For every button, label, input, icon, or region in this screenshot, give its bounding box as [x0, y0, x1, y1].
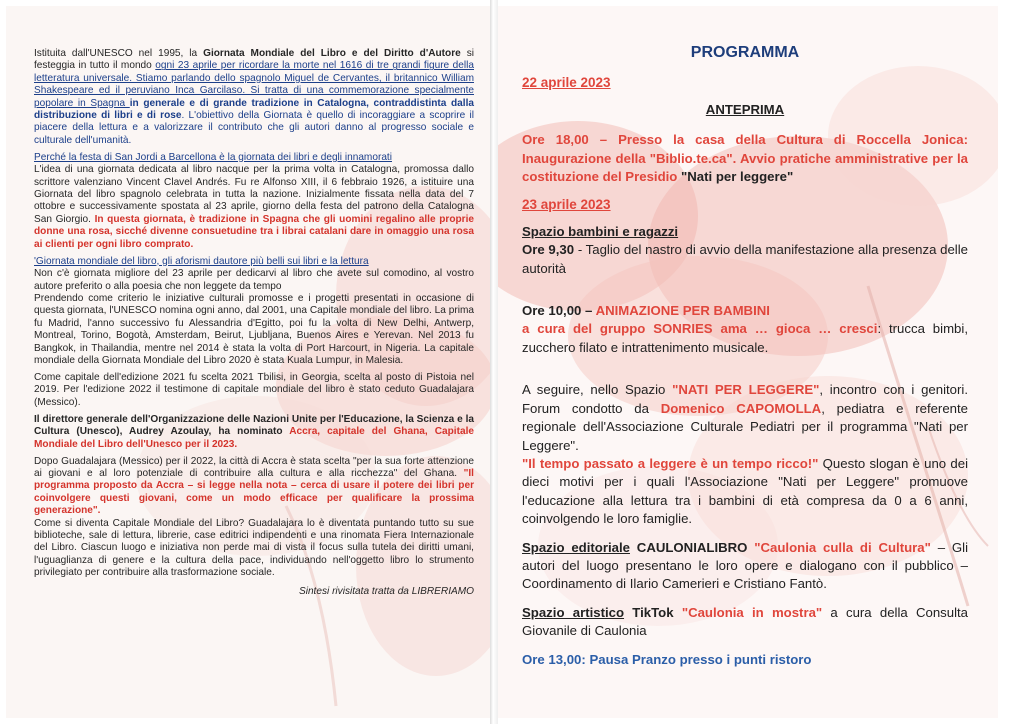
left-page	[6, 6, 490, 718]
paragraph-aforismi: 'Giornata mondiale del libro, gli aforismi dautore più belli sui libri e la lettura Non c'è giornata migliore del 23 aprile per dedicarvi al libro che avete sul comodino, al vostro autore preferito o alla poesia che non leggete da tempo Prendendo come criterio le iniziative culturali promosse e i progetti presentati in occasione di questa giornata, l'UNESCO nomina ogni anno, dal 2001, una Capitale mondiale del libro. La prima fu Madrid, l'anno successivo fu Alessandria d'Egitto, poi fu la volta di New Delhi, Antwerp, Montreal, Torino, Bogotà, Amsterdam, Beirut, Ljubljana, Buenos Aires e Yerevan. Nel 2013 fu Bangkok, in Thailandia, mentre nel 2014 è stata la volta di Port Harcourt, in Nigeria. La capitale mondiale della Giornata Mondiale del Libro 2020 è stata Kuala Lumpur, in Malesia.	[34, 255, 474, 366]
event-spazio-bambini: Spazio bambini e ragazzi Ore 9,30 - Taglio del nastro di avvio della manifestazione alla presenza delle autorità	[522, 223, 968, 276]
program	[522, 44, 968, 679]
subheading-aforismi: 'Giornata mondiale del libro, gli aforismi dautore più belli sui libri e la lettura	[34, 255, 369, 267]
date-april-22: 22 aprile 2023	[522, 75, 611, 91]
event-spazio-artistico: Spazio artistico TikTok "Caulonia in mostra" a cura della Consulta Giovanile di Caulonia	[522, 604, 969, 639]
source-credit: Sintesi rivisitata tratta da LIBRERIAMO	[298, 585, 474, 597]
event-inaugurazione: Ore 18,00 – Presso la casa della Cultura di Roccella Jonica: Inaugurazione della "Biblio.te.ca". Avvio pratiche amministrative per la costituzione del Presidio "Nati per leggere"	[522, 132, 968, 185]
subheading-san-jordi: Perché la festa di San Jordi a Barcellona è la giornata dei libri e degli innamorati	[34, 151, 392, 163]
date-april-23: 23 aprile 2023	[522, 197, 611, 213]
program-title: PROGRAMMA	[690, 44, 800, 61]
paragraph-2021: Come capitale dell'edizione 2021 fu scelta 2021 Tbilisi, in Georgia, scelta al posto di Pistoia nel 2019. Per l'edizione 2022 il testimone di capitale mondiale del libro è stato ceduto Guadalajara (Messico).	[34, 371, 474, 408]
event-spazio-editoriale: Spazio editoriale CAULONIALIBRO "Caulonia culla di Cultura" – Gli autori del luogo presentano le loro opere e dialogano con il pubblico – Coordinamento di Ilario Camerieri e Cristiano Fantò.	[522, 539, 969, 592]
event-pausa-pranzo: Ore 13,00: Pausa Pranzo presso i punti ristoro	[522, 651, 812, 667]
paragraph-san-jordi: Perché la festa di San Jordi a Barcellona è la giornata dei libri e degli innamorati L'idea di una giornata dedicata al libro nacque per la prima volta in Catalogna, promossa dallo scrittore valenziano Vincent Clavel Andrés. Fu re Alfonso XIII, il 6 febbraio 1926, a istituire una Giornata del libro spagnolo celebrata in tutta la nazione. Inizialmente fissata nella data del 7 ottobre e successivamente spostata al 23 aprile, giorno della festa del patrono della Catalogna San Giorgio. In questa giornata, è tradizione in Spagna che gli uomini regalino alle proprie donne una rosa, sicché divenne consuetudine tra i librai catalani dare in omaggio una rosa ai clienti per ogni libro comprato.	[34, 151, 474, 250]
event-nati-per-leggere: A seguire, nello Spazio "NATI PER LEGGERE", incontro con i genitori. Forum condotto da Domenico CAPOMOLLA, pediatra e referente regionale dell'Associazione Culturale Pediatri per il programma "Nati per Leggere". "Il tempo passato a leggere è un tempo ricco!" Questo slogan è uno dei dieci motivi per i quali l'Associazione "Nati per Leggere" promuove l'educazione alla lettura tra i bambini di età compresa da 0 a 6 anni, coinvolgendo le loro famiglie.	[522, 382, 968, 527]
paragraph-accra: Il direttore generale dell'Organizzazione delle Nazioni Unite per l'Educazione, la Scienza e la Cultura (Unesco), Audrey Azoulay, ha nominato Accra, capitale del Ghana, Capitale Mondiale del Libro dell'Unesco per il 2023.	[34, 413, 474, 450]
page-fold	[490, 0, 498, 724]
paragraph-intro: Istituita dall'UNESCO nel 1995, la Giornata Mondiale del Libro e del Diritto d'Autore si festeggia in tutto il mondo ogni 23 aprile per ricordare la morte nel 1616 di tre grandi figure della letteratura universale. Stiamo parlando dello spagnolo Miguel de Cervantes, il britannico William Shakespeare ed il peruviano Inca Garcilaso. Si tratta di una commemorazione specialmente popolare in Spagna in generale e di grande tradizione in Catalogna, contraddistinta dalla distribuzione di libri e di rose. L'obiettivo della Giornata è quello di incoraggiare a scoprire il piacere della lettura e a valorizzare il contributo che gli autori danno al progresso sociale e culturale dell'umanità.	[34, 48, 475, 146]
right-page	[498, 6, 998, 718]
anteprima-heading: ANTEPRIMA	[705, 101, 785, 117]
paragraph-guadalajara: Dopo Guadalajara (Messico) per il 2022, la città di Accra è stata scelta "per la sua forte attenzione ai giovani e al loro potenziale di contribuire alla cultura e alla ricchezza" del Ghana. "Il programma proposto da Accra – si legge nella nota – cerca di usare il potere dei libri per coinvolgere questi giovani, come un modo efficace per qualificare la prossima generazione". Come si diventa Capitale Mondiale del Libro? Guadalajara lo è diventata puntando tutto su sue biblioteche, sale di lettura, librerie, case editrici indipendenti e una rinomata Fiera Internazionale del Libro. Ciascun luogo e iniziativa non perde mai di vista il focus sulla tutela dei diritti umani, l'uguaglianza di genere e la cultura della pace, individuando nell'oggetto libro lo strumento privilegiato per contribuire alla trasformazione sociale.	[34, 455, 474, 579]
event-animazione: Ore 10,00 – ANIMAZIONE PER BAMBINI a cura del gruppo SONRIES ama … gioca … cresci: trucca bimbi, zucchero filato e intrattenimento musicale.	[522, 303, 968, 355]
left-article	[34, 48, 474, 603]
